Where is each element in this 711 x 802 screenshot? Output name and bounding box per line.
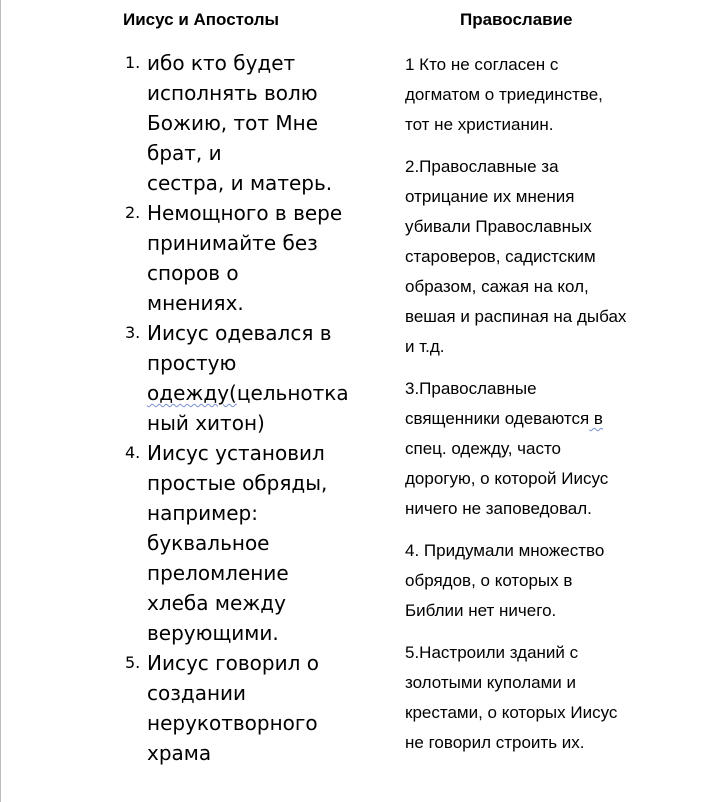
list-item-line: Немощного в вере xyxy=(147,201,343,225)
paragraph-line: дорогую, о которой Иисус xyxy=(405,469,609,488)
paragraph-line: отрицание их мнения xyxy=(405,187,575,206)
left-list-item xyxy=(119,438,369,648)
list-item-line: споров о xyxy=(147,261,239,285)
right-paragraph xyxy=(405,152,705,362)
left-column-heading: Иисус и Апостолы xyxy=(123,10,280,29)
list-item-line: принимайте без xyxy=(147,231,318,255)
list-item-line: хлеба между xyxy=(147,591,286,615)
list-item-line: Иисус установил xyxy=(147,441,325,465)
left-list-item xyxy=(119,198,369,318)
paragraph-line: 5.Настроили зданий с xyxy=(405,643,579,662)
left-list-item xyxy=(119,48,369,198)
paragraph-line: Библии нет ничего. xyxy=(405,601,557,620)
list-item-line: буквальное xyxy=(147,531,270,555)
list-item-line: создании xyxy=(147,681,247,705)
paragraph-line: вешая и распиная на дыбах xyxy=(405,307,627,326)
list-item-number: 2. xyxy=(125,203,141,222)
paragraph-line: 1 Кто не согласен с xyxy=(405,55,559,74)
list-item-line: простую xyxy=(147,351,237,375)
list-item-line: брат, и xyxy=(147,141,222,165)
paragraph-line: 2.Православные за xyxy=(405,157,559,176)
paragraph-line: не говорил строить их. xyxy=(405,733,585,752)
list-item-line: Иисус говорил о xyxy=(147,651,319,675)
list-item-line: например: xyxy=(147,501,258,525)
paragraph-line: спец. одежду, часто xyxy=(405,439,562,458)
list-item-line: нерукотворного xyxy=(147,711,318,735)
list-item-line: исполнять волю xyxy=(147,81,318,105)
paragraph-line: староверов, садистским xyxy=(405,247,596,266)
list-item-number: 3. xyxy=(125,323,141,342)
paragraph-line: золотыми куполами и xyxy=(405,673,576,692)
paragraph-line: 3.Православные xyxy=(405,379,537,398)
right-paragraph xyxy=(405,50,705,140)
paragraph-line: тот не христианин. xyxy=(405,115,554,134)
paragraph-line: обрядов, о которых в xyxy=(405,571,573,590)
list-item-line: Иисус одевался в xyxy=(147,321,332,345)
list-item-line: ный хитон) xyxy=(147,411,265,435)
jesus-apostles-list xyxy=(119,48,369,768)
left-list-item xyxy=(119,318,369,438)
orthodoxy-list xyxy=(405,50,705,770)
list-item-number: 1. xyxy=(125,53,141,72)
paragraph-line: образом, сажая на кол, xyxy=(405,277,589,296)
list-item-line: простые обряды, xyxy=(147,471,328,495)
right-paragraph xyxy=(405,536,705,626)
paragraph-line: крестами, о которых Иисус xyxy=(405,703,618,722)
list-item-number: 4. xyxy=(125,443,141,462)
list-item-line: верующими. xyxy=(147,621,279,645)
paragraph-line: и т.д. xyxy=(405,337,445,356)
list-item-line: мнениях. xyxy=(147,291,244,315)
paragraph-line: догматом о триединстве, xyxy=(405,85,603,104)
paragraph-line: 4. Придумали множество xyxy=(405,541,605,560)
paragraph-line: священники одеваются в xyxy=(405,409,603,428)
list-item-line: Божию, тот Мне xyxy=(147,111,319,135)
right-paragraph xyxy=(405,374,705,524)
list-item-line: сестра, и матерь. xyxy=(147,171,333,195)
list-item-line: преломление xyxy=(147,561,289,585)
left-list-item xyxy=(119,648,369,768)
list-item-number: 5. xyxy=(125,653,141,672)
paragraph-line: ничего не заповедовал. xyxy=(405,499,592,518)
list-item-line: одежду(цельнотка xyxy=(147,381,349,405)
paragraph-line: убивали Православных xyxy=(405,217,592,236)
list-item-line: ибо кто будет xyxy=(147,51,296,75)
right-column-heading: Православие xyxy=(460,10,573,29)
list-item-line: храма xyxy=(147,741,212,765)
right-paragraph xyxy=(405,638,705,758)
